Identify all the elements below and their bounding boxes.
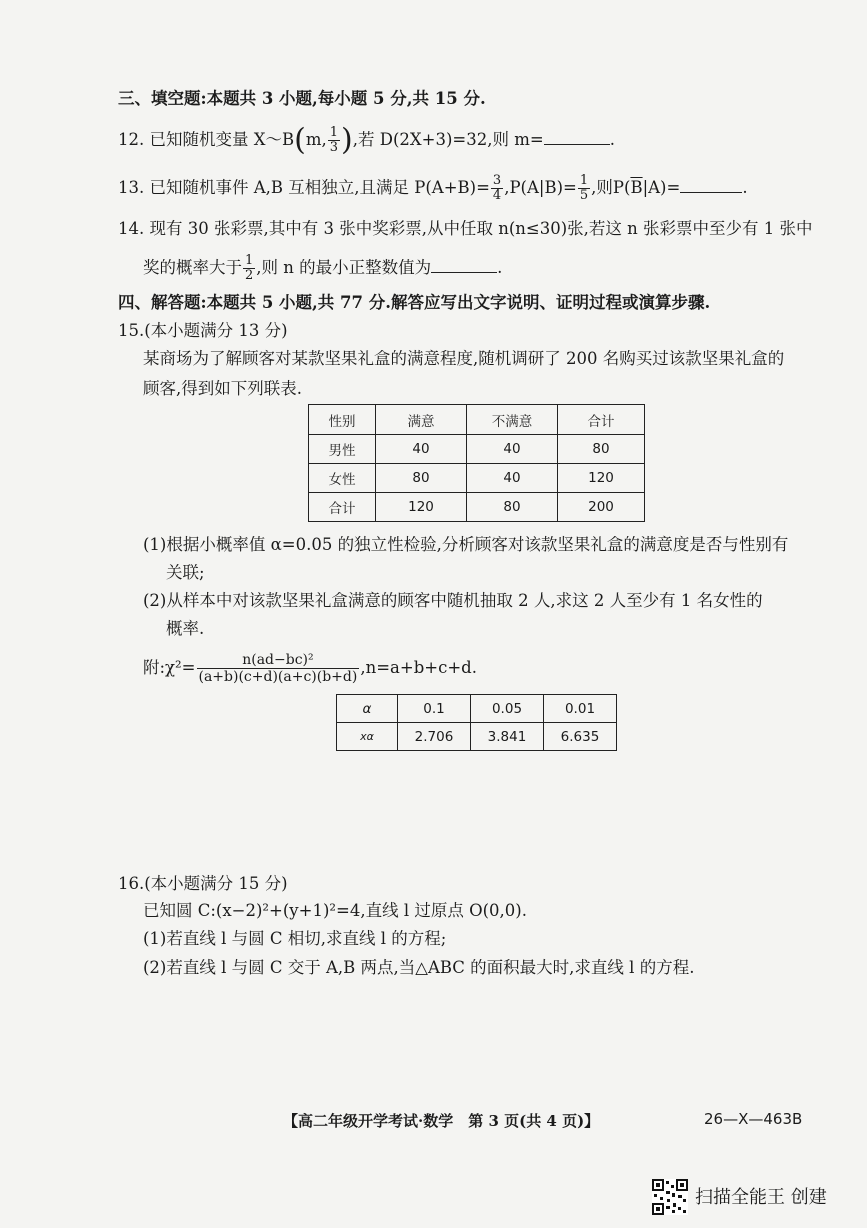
q15-sub2-line1: (2)从样本中对该款坚果礼盒满意的顾客中随机抽取 2 人,求这 2 人至少有 1 名女性的 [143, 591, 763, 610]
table-cell: 80 [558, 435, 645, 464]
formula-fraction [197, 652, 360, 685]
q13-fraction-2 [578, 174, 590, 203]
q14-answer-blank [431, 256, 497, 273]
q15-paragraph-2: 顾客,得到如下列联表. [143, 379, 302, 398]
table-cell: α [337, 695, 398, 723]
q13-text-d: |A)= [642, 178, 681, 197]
table-cell: 女性 [309, 464, 376, 493]
table-row [309, 493, 645, 522]
q15-sub1-line2: 关联; [166, 563, 205, 582]
q13-answer-blank [680, 176, 742, 193]
table-cell: 0.05 [471, 695, 544, 723]
q12-fraction-num: 1 [329, 125, 339, 140]
table-row [337, 723, 617, 751]
q15-paragraph-1: 某商场为了解顾客对某款坚果礼盒的满意程度,随机调研了 200 名购买过该款坚果礼盒的 [143, 349, 785, 368]
table-cell: 合计 [558, 405, 645, 435]
table-cell: 80 [376, 464, 467, 493]
table-row [309, 405, 645, 435]
q12-text-a: 12. 已知随机变量 X～B [118, 130, 295, 149]
table-cell: 3.841 [471, 723, 544, 751]
q13-end: . [742, 178, 748, 197]
q12-param-m: m, [305, 130, 327, 149]
q14-fraction-num: 1 [245, 253, 254, 268]
q12-fraction-den: 3 [329, 140, 339, 155]
table-cell: 合计 [309, 493, 376, 522]
section3-heading: 三、填空题:本题共 3 小题,每小题 5 分,共 15 分. [118, 89, 486, 108]
q13-b-bar: $\overline{B}$ [630, 178, 643, 197]
q14-fraction-den: 2 [245, 268, 254, 283]
q15-sub1-line1: (1)根据小概率值 α=0.05 的独立性检验,分析顾客对该款坚果礼盒的满意度是否与性别有 [143, 535, 789, 554]
q13-fraction-1 [491, 174, 503, 203]
question-12 [118, 122, 615, 158]
q14-text-a: 奖的概率大于 [143, 258, 242, 277]
contingency-table [308, 404, 645, 522]
section4-heading: 四、解答题:本题共 5 小题,共 77 分.解答应写出文字说明、证明过程或演算步骤. [118, 293, 711, 312]
q12-fraction [328, 126, 340, 155]
q16-paragraph-1: 已知圆 C:(x−2)²+(y+1)²=4,直线 l 过原点 O(0,0). [143, 901, 527, 920]
q13-fraction-1-num: 3 [492, 173, 502, 188]
qr-code-icon [652, 1179, 688, 1215]
q13-fraction-2-den: 5 [579, 188, 589, 203]
table-cell: 40 [376, 435, 467, 464]
q16-sub1: (1)若直线 l 与圆 C 相切,求直线 l 的方程; [143, 929, 447, 948]
q12-paren-left: ( [294, 122, 306, 158]
chi-square-formula [143, 652, 477, 685]
question-14-line1: 14. 现有 30 张彩票,其中有 3 张中奖彩票,从中任取 n(n≤30)张,若这 n 张彩票中至少有 1 张中 [118, 219, 813, 238]
table-cell: 40 [467, 435, 558, 464]
q14-end: . [497, 258, 503, 277]
table-cell: 6.635 [544, 723, 617, 751]
table-cell: 80 [467, 493, 558, 522]
critical-value-table [336, 694, 617, 751]
q13-fraction-2-num: 1 [579, 173, 589, 188]
q14-fraction [243, 254, 255, 283]
table-cell: 性别 [309, 405, 376, 435]
q12-answer-blank [544, 128, 610, 145]
table-cell: 男性 [309, 435, 376, 464]
page-footer: 【高二年级开学考试·数学 第 3 页(共 4 页)】 [283, 1112, 600, 1130]
question-14-line2 [143, 254, 502, 283]
question-13 [118, 174, 748, 203]
table-row [309, 464, 645, 493]
q13-text-b: ,P(A|B)= [504, 178, 577, 197]
q15-sub2-line2: 概率. [166, 619, 205, 638]
table-cell: 不满意 [467, 405, 558, 435]
q12-text-b: ,若 D(2X+3)=32,则 m= [352, 130, 544, 149]
q13-fraction-1-den: 4 [492, 188, 502, 203]
q14-text-b: ,则 n 的最小正整数值为 [256, 258, 432, 277]
q15-title: 15.(本小题满分 13 分) [118, 321, 288, 340]
table-cell: xα [337, 723, 398, 751]
exam-code: 26—X—463B [704, 1110, 803, 1128]
q13-text-a: 13. 已知随机事件 A,B 互相独立,且满足 P(A+B)= [118, 178, 490, 197]
table-cell: 0.1 [398, 695, 471, 723]
table-row [309, 435, 645, 464]
formula-tail: ,n=a+b+c+d. [360, 658, 477, 677]
q16-sub2: (2)若直线 l 与圆 C 交于 A,B 两点,当△ABC 的面积最大时,求直线 l 的方程. [143, 958, 695, 977]
q16-title: 16.(本小题满分 15 分) [118, 874, 288, 893]
table-cell: 40 [467, 464, 558, 493]
table-cell: 120 [558, 464, 645, 493]
q13-text-c: ,则P( [591, 178, 631, 197]
table-cell: 200 [558, 493, 645, 522]
formula-denominator: (a+b)(c+d)(a+c)(b+d) [198, 669, 358, 685]
table-cell: 满意 [376, 405, 467, 435]
scanner-watermark: 扫描全能王 创建 [695, 1187, 827, 1208]
formula-label: 附:χ²= [143, 658, 196, 677]
table-row [337, 695, 617, 723]
table-cell: 2.706 [398, 723, 471, 751]
formula-numerator: n(ad−bc)² [197, 652, 360, 669]
q12-end: . [609, 130, 615, 149]
table-cell: 0.01 [544, 695, 617, 723]
q12-paren-right: ) [341, 122, 353, 158]
table-cell: 120 [376, 493, 467, 522]
